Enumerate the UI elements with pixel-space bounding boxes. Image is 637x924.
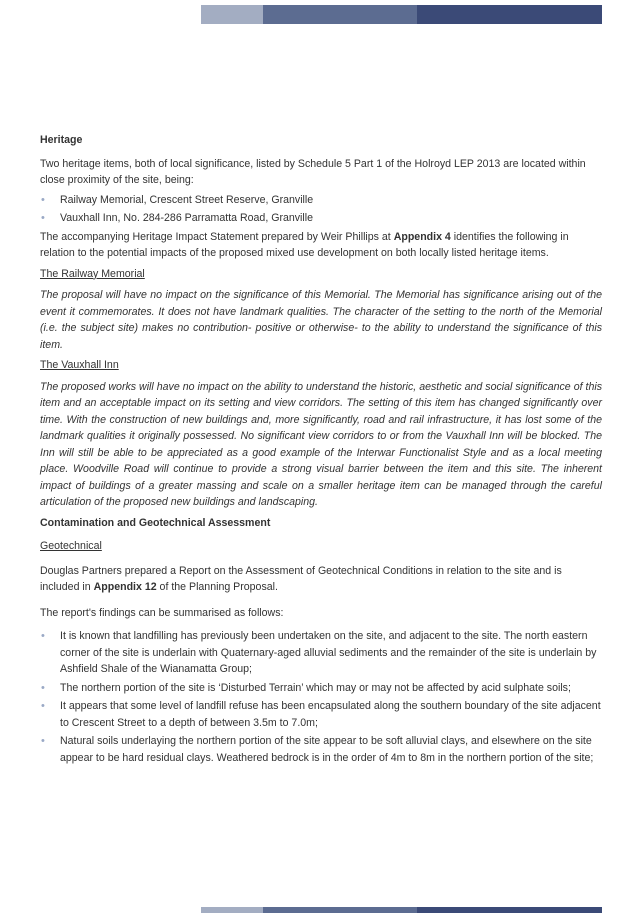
heritage-intro: Two heritage items, both of local significance, listed by Schedule 5 Part 1 of the Holroyd LEP 2013 are located within close proximity of the site, being: — [40, 157, 586, 186]
bullet-icon: • — [41, 681, 45, 694]
heritage-items-list — [40, 192, 602, 227]
document-body — [40, 132, 602, 768]
geotechnical-subheading: Geotechnical — [40, 540, 102, 552]
contamination-heading: Contamination and Geotechnical Assessment — [40, 516, 271, 529]
bullet-icon: • — [41, 193, 45, 206]
findings-list — [40, 628, 602, 766]
heritage-heading: Heritage — [40, 134, 83, 146]
footer-bar-segment-mid — [263, 907, 417, 913]
list-item: • The northern portion of the site is ‘Disturbed Terrain’ which may or may not be affected by acid sulphate soils; — [40, 680, 602, 697]
railway-memorial-text: The proposal will have no impact on the significance of this Memorial. The Memorial has significance arising out of the event it commemorates. It does not have landmark qualities. The character of the setting to the north of the Memorial (i.e. the subject site) makes no contribution- positive or otherwise- to the ability to understand the significance of this item. — [40, 289, 602, 351]
list-item: • It appears that some level of landfill refuse has been encapsulated along the southern boundary of the site adjacent to Crescent Street to a depth of between 3.5m to 7.0m; — [41, 700, 601, 729]
footer-decorative-bar — [201, 907, 602, 913]
geotechnical-report-paragraph: Douglas Partners prepared a Report on the Assessment of Geotechnical Conditions in relation to the site and is included in Appendix 12 of the Planning Proposal. — [40, 564, 562, 593]
findings-intro: The report's findings can be summarised as follows: — [40, 606, 284, 619]
header-bar-segment-dark — [417, 5, 602, 24]
bullet-icon: • — [41, 212, 45, 224]
vauxhall-inn-subheading: The Vauxhall Inn — [40, 359, 119, 371]
footer-bar-segment-light — [201, 907, 263, 913]
header-bar-segment-mid — [263, 5, 417, 24]
bullet-icon: • — [41, 700, 45, 712]
bullet-icon: • — [41, 735, 45, 747]
list-item: • Railway Memorial, Crescent Street Reserve, Granville — [40, 192, 602, 209]
header-decorative-bar — [201, 5, 602, 24]
header-bar-segment-light — [201, 5, 263, 24]
list-item: • Vauxhall Inn, No. 284-286 Parramatta Road, Granville — [40, 210, 602, 227]
bullet-icon: • — [41, 630, 45, 642]
heritage-statement: The accompanying Heritage Impact Statement prepared by Weir Phillips at Appendix 4 identifies the following in relation to the potential impacts of the proposed mixed use development on both locally listed heritage items. — [40, 230, 569, 259]
footer-bar-segment-dark — [417, 907, 602, 913]
railway-memorial-subheading: The Railway Memorial — [40, 267, 145, 280]
list-item: • Natural soils underlaying the northern portion of the site appear to be soft alluvial clays, and elsewhere on the site appear to be hard residual clays. Weathered bedrock is in the order of 4m to 8m in the northern portion of the site; — [41, 735, 594, 764]
list-item: • It is known that landfilling has previously been undertaken on the site, and adjacent to the site. The north eastern corner of the site is underlain with Quaternary-aged alluvial sediments and the remainder of the site is underlain by Ashfield Shale of the Wianamatta Group; — [41, 630, 597, 675]
vauxhall-inn-text: The proposed works will have no impact on the ability to understand the historic, aesthetic and social significance of this item and an acceptable impact on its setting and view corridors. The setting of this item has changed significantly over time. With the construction of new buildings and, more significantly, road and rail infrastructure, it has lost some of the landmark qualities it originally possessed. No significant view corridors to or from the Vauxhall Inn will be blocked. The Inn will still be able to be appreciated as a good example of the Interwar Functionalist Style and as a local meeting place. Woodville Road will continue to provide a strong visual barrier between the item and this site. The inherent impact of buildings of a greater massing and scale on a smaller heritage item can be managed through the careful articulation of the proposed new buildings and landscaping. — [40, 380, 602, 508]
